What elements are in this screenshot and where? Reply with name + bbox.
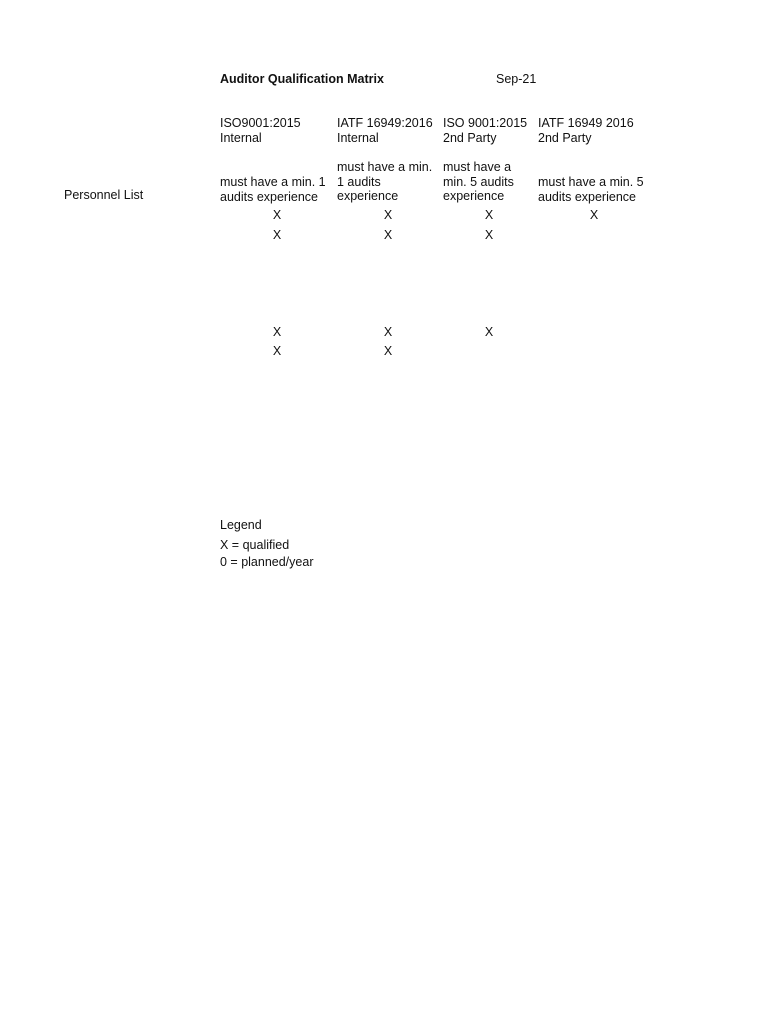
requirement-line: experience [337,189,399,203]
column-header-line: Internal [220,130,262,145]
sheet-title: Auditor Qualification Matrix [220,72,384,86]
requirement-line: experience [443,189,505,203]
requirement-line: 1 audits [337,174,381,189]
qualification-mark: X [272,208,282,222]
qualification-mark: X [484,228,494,242]
personnel-list-label: Personnel List [64,188,144,202]
column-header-line: ISO 9001:2015 [443,116,528,130]
qualification-mark: X [383,325,393,339]
column-header-line: 2nd Party [538,130,592,145]
column-header-line: Internal [337,130,379,145]
requirement-line: audits experience [220,189,318,204]
column-requirement [538,175,644,204]
qualification-mark: X [272,344,282,358]
requirement-line: must have a min. 5 [538,175,644,189]
column-header-line: ISO9001:2015 [220,116,301,130]
qualification-mark: X [383,228,393,242]
column-header-line: 2nd Party [443,130,497,145]
requirement-line: must have a min. 1 [220,175,326,189]
column-requirement [443,160,514,204]
column-header-iatf16949-internal [337,116,433,145]
qualification-mark: X [589,208,599,222]
requirement-line: audits experience [538,189,636,204]
column-requirement [337,160,432,204]
qualification-mark: X [272,325,282,339]
column-header-line: IATF 16949:2016 [337,116,433,130]
column-header-iso9001-internal [220,116,301,145]
column-header-iso9001-2nd-party [443,116,527,145]
legend-item-qualified: X = qualified [220,538,290,552]
qualification-mark: X [383,208,393,222]
requirement-line: must have a [443,160,512,174]
column-header-line: IATF 16949 2016 [538,116,634,130]
qualification-mark: X [484,325,494,339]
legend-item-planned: 0 = planned/year [220,555,314,569]
requirement-line: min. 5 audits [443,174,514,189]
legend-title: Legend [220,518,262,532]
column-requirement [220,175,326,204]
qualification-mark: X [383,344,393,358]
qualification-mark: X [272,228,282,242]
requirement-line: must have a min. [337,160,433,174]
sheet-date: Sep-21 [496,72,537,86]
column-header-iatf16949-2nd-party [538,116,634,145]
qualification-mark: X [484,208,494,222]
